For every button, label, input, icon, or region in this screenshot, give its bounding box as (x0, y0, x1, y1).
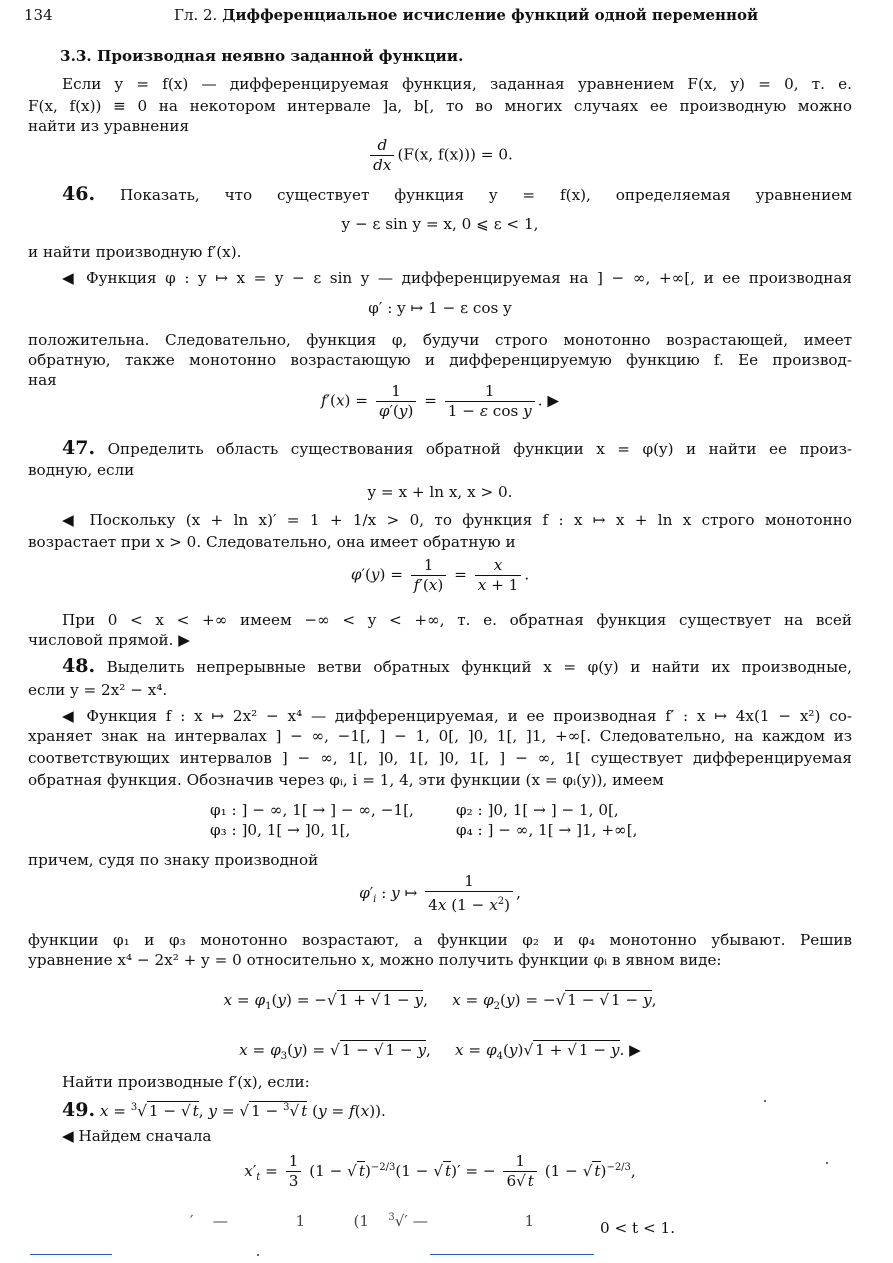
problem-number: 49. (62, 1099, 96, 1122)
solution-48-line-3: соответствующих интервалов ] − ∞, 1[, ]0, 1[, ]0, 1[, ] − ∞, 1[ существует дифференцируемая (28, 749, 852, 767)
equation-46-result: f′(x) = $\frac{1}{\varphi'(y)}$ = $\frac{1}{\text{1 − ε cos y}}$ . ▶ (320, 382, 560, 420)
problem-number: 48. (62, 655, 96, 677)
chapter-title: Дифференциальное исчисление функций одной переменной (222, 6, 759, 24)
chapter-label: Гл. 2. (174, 6, 218, 24)
fraction: $\frac{1}{3}$ (286, 1152, 302, 1191)
equation-49-yt-partial: ′ — 1 (1 $^3$√′ — 1 (190, 1212, 535, 1231)
problem-number: 46. (62, 183, 96, 205)
intro-line-2: F(x, f(x)) ≡ 0 на некотором интервале ]a, b[, то во многих случаях ее производную можно (28, 97, 852, 115)
intro-line-1: Если y = f(x) — дифференцируемая функция, заданная уравнением F(x, y) = 0, т. е. (62, 75, 852, 93)
problem-46-text: Показать, что существует функция y = f(x), определяемая уравнением (119, 186, 853, 204)
condition-49: 0 < t < 1. (600, 1219, 676, 1237)
fraction: $\frac{1}{\text{1 − ε cos y}}$ (445, 382, 535, 421)
solution-48-line-5: причем, судя по знаку производной (28, 851, 319, 869)
equation-47-result: φ′(y) = $\frac{1}{f'(x)}$ = $\frac{x}{x + 1}$ . (350, 556, 530, 594)
solution-46-line-4: ная (28, 371, 57, 389)
mapping-phi1: φ₁ : ] − ∞, 1[ → ] − ∞, −1[, (210, 801, 414, 819)
solution-48-line-1: ◀ Функция f : x ↦ 2x² − x⁴ — дифференцируемая, и ее производная f′ : x ↦ 4x(1 − x²) со- (62, 707, 852, 725)
solution-47-line-2: возрастает при x > 0. Следовательно, она имеет обратную и (28, 533, 516, 551)
equation-47: y = x + ln x, x > 0. (367, 483, 513, 501)
equation-48-explicit-1: $x = \varphi_1(y)$ = −√ 1 + √ 1 − y, $x = \varphi_2(y)$ = −√ 1 − √ 1 − y, (223, 991, 657, 1013)
fraction: $\frac{x}{x + 1}$ (475, 556, 522, 595)
solution-48-line-2: храняет знак на интервалах ] − ∞, −1[, ] − 1, 0[, ]0, 1[, ]1, +∞[. Следовательно, на каждом из (28, 727, 852, 745)
running-title (174, 6, 758, 24)
equation-48-explicit-2: $x = \varphi_3(y)$ = √ 1 − √ 1 − y, $x = \varphi_4(y)√$ 1 + √ 1 − y. ▶ (239, 1041, 641, 1063)
solution-48-line-4: обратная функция. Обозначив через φᵢ, i = 1, 4, эти функции (x = φᵢ(y)), имеем (28, 771, 664, 789)
problem-46-end: и найти производную f′(x). (28, 243, 242, 261)
problem-48-text-2: если y = 2x² − x⁴. (28, 681, 168, 699)
solution-46-line-3: обратную, также монотонно возрастающую и дифференцируемую функцию f. Ее производ- (28, 351, 852, 369)
problem-49 (28, 1098, 852, 1121)
fraction: $\frac{1}{\varphi'(y)}$ (376, 382, 417, 421)
footer-link-line-left (30, 1254, 112, 1255)
solution-46-line-2: положительна. Следовательно, функция φ, будучи строго монотонно возрастающей, имеет (28, 331, 852, 349)
running-header (24, 6, 864, 28)
equation-intro-rest: (F(x, f(x))) = 0. (397, 145, 513, 164)
fraction: $\frac{1}{4x (1 - x^2)}$ (425, 872, 513, 915)
problem-47-text-2: водную, если (28, 461, 135, 479)
fraction: $\frac{1}{6√ t}$ (503, 1152, 536, 1191)
solution-47-line-3: При 0 < x < +∞ имеем −∞ < y < +∞, т. е. обратная функция существует на всей (62, 611, 852, 629)
intro-line-3: найти из уравнения (28, 117, 190, 135)
solution-48-line-7: уравнение x⁴ − 2x² + y = 0 относительно x, можно получить функции φᵢ в явном виде: (28, 951, 722, 969)
solution-49-line-1: ◀ Найдем сначала (62, 1127, 212, 1145)
scan-speck (826, 1162, 828, 1164)
equation-49-xt: $x'_t$ = $\frac{1}{3}$ (1 − √ t)$^{-2/3}$(1 − √ t)′ = − $\frac{1}{6√ t}$ (1 − √ t)$^{-2/3}$, (244, 1152, 636, 1190)
scan-speck (257, 1254, 259, 1256)
equation-46: y − ε sin y = x, 0 ⩽ ε < 1, (341, 215, 539, 233)
solution-46-line-1: ◀ Функция φ : y ↦ x = y − ε sin y — дифференцируемая на ] − ∞, +∞[, и ее производная (62, 269, 852, 287)
problem-48-text: Выделить непрерывные ветви обратных функций x = φ(y) и найти их производные, (106, 658, 852, 676)
fraction: $\frac{1}{f'(x)}$ (411, 556, 447, 595)
exercise-intro: Найти производные f′(x), если: (62, 1073, 310, 1091)
section-title: 3.3. Производная неявно заданной функции. (60, 47, 464, 65)
mapping-phi4: φ₄ : ] − ∞, 1[ → ]1, +∞[, (456, 821, 638, 839)
problem-number: 47. (62, 437, 96, 459)
problem-46 (28, 184, 852, 205)
problem-47 (28, 438, 852, 459)
equation-intro (28, 136, 852, 175)
equation-48-derivative: $\varphi'_i$ : y ↦ $\frac{1}{4x (1 - x^2)}$ , (359, 872, 521, 915)
mapping-phi2: φ₂ : ]0, 1[ → ] − 1, 0[, (456, 801, 619, 819)
solution-47-line-1: ◀ Поскольку (x + ln x)′ = 1 + 1/x > 0, то функция f : x ↦ x + ln x строго монотонно (62, 511, 852, 529)
page-number: 134 (24, 6, 53, 24)
problem-47-text: Определить область существования обратной функции x = φ(y) и найти ее произ- (107, 440, 853, 458)
footer-link-line-right (430, 1254, 594, 1255)
solution-47-line-4: числовой прямой. ▶ (28, 631, 190, 649)
solution-48-line-6: функции φ₁ и φ₃ монотонно возрастают, а функции φ₂ и φ₄ монотонно убывают. Решив (28, 931, 852, 949)
mapping-phi3: φ₃ : ]0, 1[ → ]0, 1[, (210, 821, 351, 839)
scan-speck (764, 1100, 766, 1102)
problem-49-formula: x = $^3$√ 1 − √ t, y = √ 1 − $^3$√ t (y = f(x)). (99, 1102, 386, 1121)
problem-48 (28, 656, 852, 677)
fraction-d-dx: $\frac{d}{dx}$ (370, 136, 394, 175)
equation-46-derivative: φ′ : y ↦ 1 − ε cos y (368, 299, 512, 317)
